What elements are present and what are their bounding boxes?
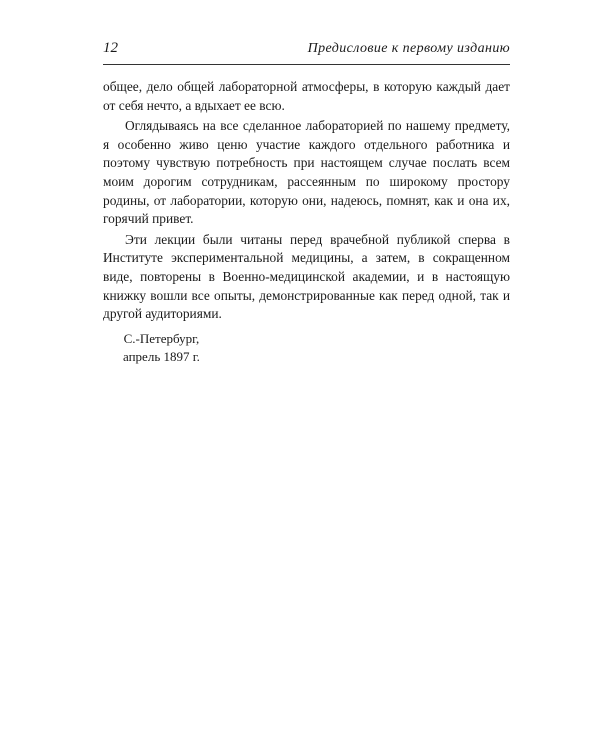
header-rule xyxy=(103,64,510,65)
running-head xyxy=(103,40,510,62)
page-number: 12 xyxy=(103,40,118,56)
signature-place: С.-Петербург, xyxy=(123,331,200,346)
signature-date: апрель 1897 г. xyxy=(123,349,200,364)
paragraph-acknowledgement: Оглядываясь на все сделанное лабораторией по нашему предмету, я особенно живо ценю участие каждого отдельного работника и поэтому чувствую потребность при настоящем случае послать всем моим дорогим сотрудникам, рассеянным по широкому простору родины, от лаборатории, которую они, надеюсь, помнят, как и она их, горячий привет. xyxy=(103,118,510,227)
paragraph-continuation: общее, дело общей лабораторной атмосферы, в которую каждый дает от себя нечто, а вдыхает ее всю. xyxy=(103,79,510,113)
paragraph-lectures: Эти лекции были читаны перед врачебной публикой сперва в Институте экспериментальной медицины, а затем, в сокращенном виде, повторены в Военно-медицинской академии, и в настоящую книжку вошли все опыты, демонстрированные как перед одной, так и другой аудиториями. xyxy=(103,231,510,322)
running-head-title: Предисловие к первому изданию xyxy=(307,41,510,56)
signature-block xyxy=(123,330,200,366)
body-text xyxy=(103,78,510,324)
